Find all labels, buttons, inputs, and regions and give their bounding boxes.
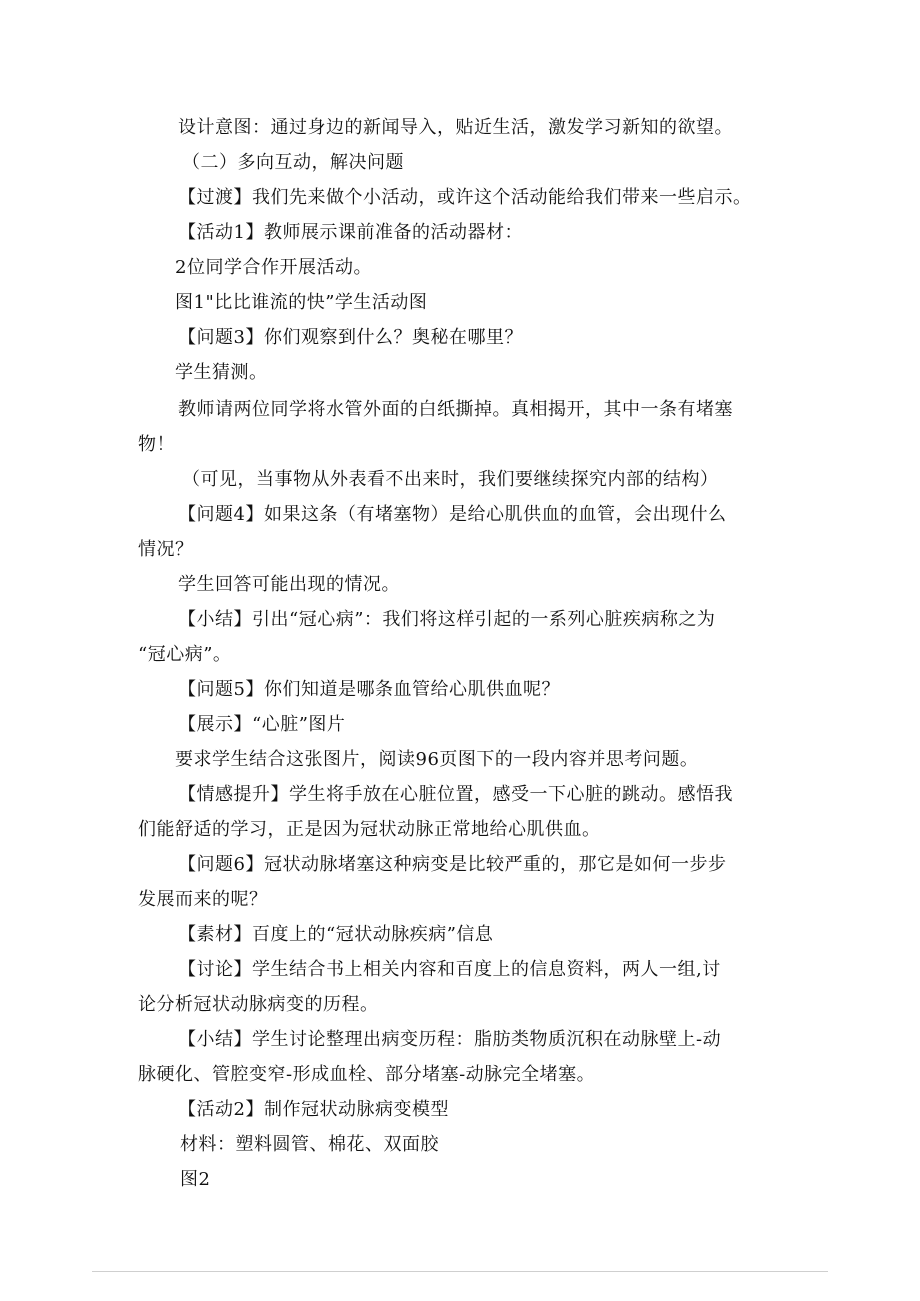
question-5-line: 【问题5】你们知道是哪条血管给心肌供血呢？ [178,679,560,700]
paragraph-line: 学生回答可能出现的情况。 [178,574,400,595]
figure-1-caption: 图1"比比谁流的快”学生活动图 [175,292,428,313]
paragraph-line: 情况？ [138,539,194,560]
transition-line: 【过渡】我们先来做个小活动，或许这个活动能给我们带来一些启示。 [178,187,752,208]
question-3-line: 【问题3】你们观察到什么？奥秘在哪里？ [178,327,523,348]
emotion-line: 【情感提升】学生将手放在心脏位置，感受一下心脏的跳动。感悟我 [178,784,733,805]
paragraph-line: （可见，当事物从外表看不出来时，我们要继续探究内部的结构） [182,469,719,490]
summary-line: 【小结】学生讨论整理出病变历程：脂肪类物质沉积在动脉壁上-动 [178,1029,722,1050]
discussion-line: 【讨论】学生结合书上相关内容和百度上的信息资料，两人一组,讨 [178,959,721,980]
figure-2-caption: 图2 [180,1169,211,1190]
materials-line: 材料：塑料圆管、棉花、双面胶 [180,1134,439,1155]
paragraph-line: 们能舒适的学习，正是因为冠状动脉正常地给心肌供血。 [138,819,601,840]
question-4-line: 【问题4】如果这条（有堵塞物）是给心肌供血的血管，会出现什么 [178,504,727,525]
paragraph-line: 学生猜测。 [175,362,268,383]
summary-line: 【小结】引出“冠心病”：我们将这样引起的一系列心脏疾病称之为 [178,609,716,630]
paragraph-line: 脉硬化、管腔变窄-形成血栓、部分堵塞-动脉完全堵塞。 [138,1064,596,1085]
paragraph-line: 教师请两位同学将水管外面的白纸撕掉。真相揭开，其中一条有堵塞 [178,399,733,420]
paragraph-line: 物！ [138,434,175,455]
paragraph-line: “冠心病”。 [138,644,232,665]
question-6-line: 【问题6】冠状动脉堵塞这种病变是比较严重的，那它是如何一步步 [178,854,727,875]
material-line: 【素材】百度上的“冠状动脉疾病”信息 [178,924,494,945]
footer-divider [92,1271,828,1272]
display-line: 【展示】“心脏”图片 [178,714,346,735]
activity-1-line: 【活动1】教师展示课前准备的活动器材： [178,222,523,243]
design-intent-line: 设计意图：通过身边的新闻导入，贴近生活，激发学习新知的欲望。 [178,117,733,138]
paragraph-line: 要求学生结合这张图片，阅读96页图下的一段内容并思考问题。 [175,749,699,770]
paragraph-line: 发展而来的呢？ [138,889,268,910]
paragraph-line: 论分析冠状动脉病变的历程。 [138,994,379,1015]
section-heading: （二）多向互动，解决问题 [182,152,404,173]
paragraph-line: 2位同学合作开展活动。 [175,257,372,278]
activity-2-line: 【活动2】制作冠状动脉病变模型 [178,1099,449,1120]
